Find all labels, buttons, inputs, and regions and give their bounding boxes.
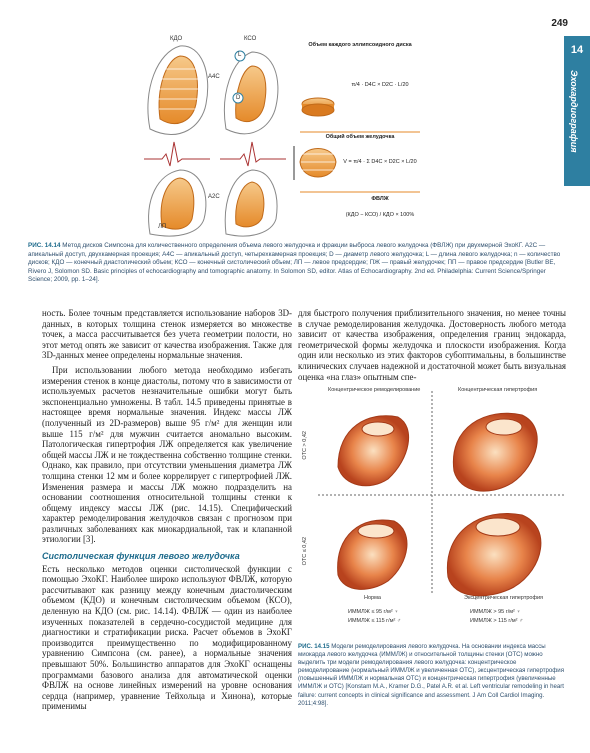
chapter-tab <box>564 36 590 186</box>
quadrant-concentric-hypertrophy: Концентрическая гипертрофия <box>458 387 538 393</box>
caption-label: РИС. 14.14 <box>28 242 61 249</box>
axis-label-bottom: ОТС ≤ 0,42 <box>302 537 308 566</box>
caption-label: РИС. 14.15 <box>298 643 330 650</box>
disc-volume-title: Объем каждого эллипсоидного диска <box>308 42 412 48</box>
a4c-label: A4C <box>208 74 220 80</box>
d-label: D <box>236 95 241 101</box>
figure-simpson-method <box>140 34 440 239</box>
criterion-right-1: ИММЛЖ > 95 г/м² ♀ <box>470 609 521 615</box>
concentric-hypertrophy-shape <box>453 413 537 491</box>
lp-label: ЛП <box>158 224 167 230</box>
kdo-label: КДО <box>170 36 183 42</box>
left-column <box>42 308 292 716</box>
paragraph: Есть несколько методов оценки систолической функции с помощью ЭхоКГ. Наиболее широко используют ФВЛЖ, которую рассчитывают как разницу между конечным диастолическим объемом (КДО) и конечным систолическим объемом (КСО), деленную на КДО (см. рис. 14.14). ФВЛЖ — один из наиболее изученных показателей в сердечно-сосудистой медицине для диагностики и стратификации риска. Расчет объемов в ЭхоКГ производится преимущественно по модифицированному уравнению Симпсона (см. ранее), а нормальные значения превышают 50%. Большинство аппаратов для ЭхоКГ оснащены программами базового анализа для автоматической оценки ФВЛЖ на основе линейных измерений на уровне основания сердца (например, уравнение Тейхольца и Хинона), которые применимы <box>42 563 292 712</box>
normal-shape <box>338 520 407 589</box>
lvef-title: ФВЛЖ <box>371 196 389 202</box>
caption-text: Метод дисков Симпсона для количественного определения объема левого желудочка и фракции выброса левого желудочка (ФВЛЖ) при двухмерной ЭхоКГ. A2C — апикальный доступ, двухкамерная проекция; A4C — апикальный доступ, четырехкамерная проекция; D — диаметр левого желудочка; L — длина левого желудочка; n — количество дисков; КДО — конечный диастолический объем; КСО — конечный систолический объем; ЛП — левое предсердие; ПЖ — правый желудочек; ПП — правое предсердие [Butler BE, Rivero J, Solomon SD. Basic principles of echocardiography and tomographic anatomy. In Solomon SD, editor. Atlas of Echocardiography. 2nd ed. Philadelphia: Current Science/Springer Science; 2009, pp. 1–24]. <box>28 242 561 284</box>
axis-label-top: ОТС > 0,42 <box>302 431 308 460</box>
right-column <box>298 308 566 386</box>
lvef-formula: (КДО − КСО) / КДО × 100% <box>345 212 415 218</box>
eccentric-hypertrophy-shape <box>447 513 540 595</box>
section-heading: Систолическая функция левого желудочка <box>42 551 240 562</box>
figure-14-14-caption <box>28 242 564 285</box>
total-volume-title: Общий объем желудочка <box>325 134 395 140</box>
quadrant-eccentric-hypertrophy: Эксцентрическая гипертрофия <box>464 595 544 601</box>
caption-text: Модели ремоделирования левого желудочка. На основании индекса массы миокарда левого желудочка (ИММЛЖ) и относительной толщины стенки (ОТС) можно выделить три модели ремоделирования левого желудочка: концентрическое ремоделирование (нормальный ИММЛЖ и увеличенная ОТС), эксцентрическая гипертрофия (повышенный ИММЛЖ и нормальная ОТС) и концентрическая гипертрофия (увеличенные ИММЛЖ и ОТС) [Konstam M.A., Kramer D.G., Patel A.R. et al. Left ventricular remodeling in heart failure: current concepts in clinical significance and assessment. J Am Coll Cardiol Imaging. 2011;4:98]. <box>298 643 564 707</box>
criterion-left-2: ИММЛЖ ≤ 115 г/м² ♂ <box>348 618 401 624</box>
chapter-number: 14 <box>570 44 584 56</box>
paragraph: для быстрого получения приблизительного значения, но менее точны в случае ремоделирования желудочка. Достоверность любого метода зависит от качества изображения, определения границ эндокарда, геометрической формы желудочка и плоскости изображения. Когда один или несколько из этих факторов субоптимальны, в большинстве клинических случаев надежной и достаточной может быть визуальная оценка «на глаз» опытным спе- <box>298 308 566 382</box>
criterion-right-2: ИММЛЖ > 115 г/м² ♂ <box>470 618 524 624</box>
criterion-left-1: ИММЛЖ ≤ 95 г/м² ♀ <box>348 609 399 615</box>
figure-14-15-caption <box>298 643 566 708</box>
kso-label: КСО <box>244 36 257 42</box>
paragraph: При использовании любого метода необходимо избегать измерения стенок в конце диастолы, потому что в зависимости от используемых расчетов незначительные ошибки могут быть экспоненциально умножены. В табл. 14.5 приведены принятые в настоящее время нормальные значения. Индекс массы ЛЖ (полученный из 2D-размеров) выше 95 г/м² для женщин или выше 115 г/м² для мужчин считается аномально высоким. Патологическая гипертрофия ЛЖ определяется как увеличение общей массы ЛЖ и не тождественна собственно толщине стенки. Однако, как правило, при отсутствии уменьшения диаметра ЛЖ толщина стенки 12 мм и более коррелирует с гипертрофией ЛЖ. Изменения размера и массы ЛЖ можно подразделить на основании соотношения относительной толщины стенки к общему индексу массы ЛЖ (рис. 14.15). Специфический характер ремоделирования желудочков связан с прогнозом при различных заболеваниях как миокардиальной, так и клапанной этиологии [3]. <box>42 364 292 545</box>
page-number: 249 <box>551 18 568 29</box>
quadrant-normal: Норма <box>364 595 381 601</box>
disc-volume-formula: π/4 · D4C × D2C · L/20 <box>351 82 409 88</box>
a2c-label: A2C <box>208 194 220 200</box>
total-volume-formula: V = π/4 · Σ D4C × D2C × L/20 <box>343 159 417 165</box>
quadrant-concentric-remodeling: Концентрическое ремоделирование <box>328 387 421 393</box>
concentric-remodeling-shape <box>338 416 409 486</box>
paragraph: ность. Более точным представляется использование наборов 3D-данных, в которых толщина стенок измеряется во множестве точек, а масса рассчитывается без учета геометрии полости, но этот метод опять же зависит от качества изображения. Также для 3D-данных менее определены нормальные значения. <box>42 308 292 361</box>
figure-lv-remodeling <box>298 387 566 639</box>
chapter-title: Эхокардиография <box>569 70 579 153</box>
remodeling-quadrants <box>298 387 566 639</box>
l-label: L <box>238 52 242 58</box>
